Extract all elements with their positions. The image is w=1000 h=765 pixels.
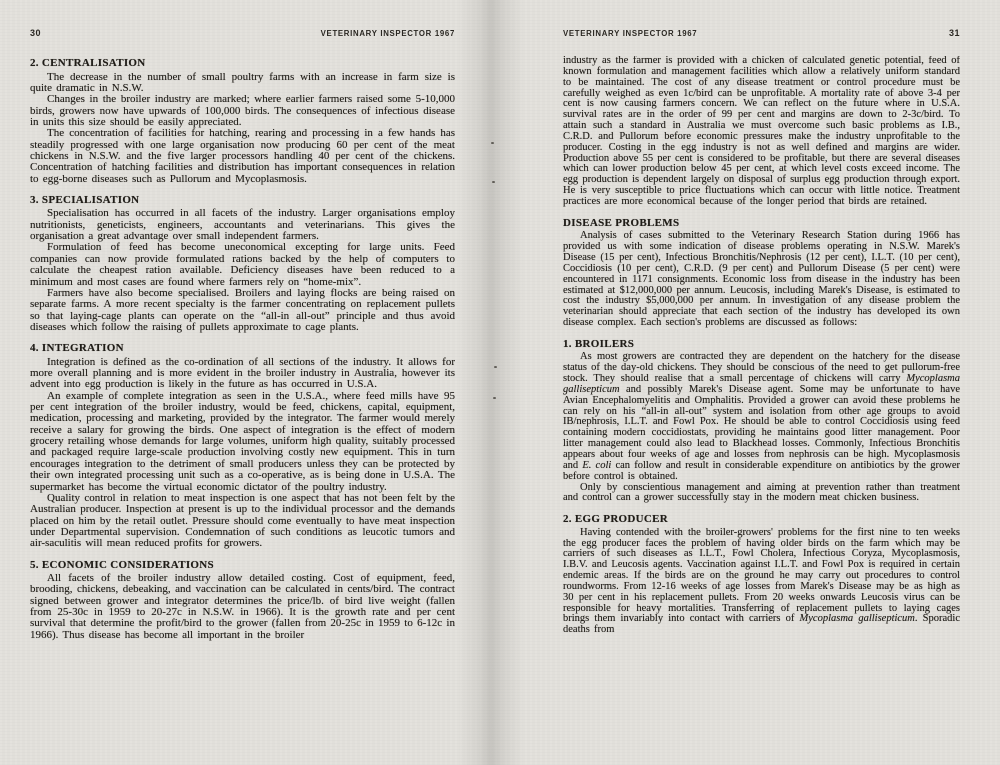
scan-speck	[494, 366, 497, 368]
running-title-left: VETERINARY INSPECTOR 1967	[320, 29, 455, 38]
page-number-left: 30	[30, 28, 42, 38]
page-31	[563, 28, 960, 756]
section-heading: 3. SPECIALISATION	[30, 193, 140, 206]
body-paragraph: The concentration of facilities for hatching, rearing and processing in a few hands has steadily progressed with one large organisation now producing 60 per cent of the meat chickens in N.S.W. and the five larger processors handling 40 per cent of the chickens. Concentration of hatching facilities and distribution has important consequences in relation to egg-borne diseases such as Pullorum and Mycoplasmosis.	[30, 127, 455, 185]
page-30-body	[30, 46, 455, 751]
body-paragraph: The decrease in the number of small poultry farms with an increase in farm size is quite dramatic in N.S.W.	[30, 70, 455, 94]
section-heading: 5. ECONOMIC CONSIDERATIONS	[30, 558, 214, 571]
page-30-header	[30, 28, 455, 38]
section-heading: 2. EGG PRODUCER	[563, 513, 669, 526]
body-paragraph: Analysis of cases submitted to the Veterinary Research Station during 1966 has provided us with some indication of disease problems operating in N.S.W. Marek's Disease (15 per cent), Infectious Bronchitis/Nephrosis (12 per cent), I.L.T. (10 per cent), Coccidiosis (10 per cent), C.R.D. (9 per cent) and Pullorum Disease (5 per cent) were encountered in 1171 consignments. Economic loss from disease in the industry has been estimated at $12,000,000 per annum. Leucosis, including Marek's Disease, is estimated to cost the industry $5,000,000 per annum. In investigation of any disease problem the veterinarian should appreciate that each section of the industry has developed its own disease complex. Each section's problems are discussed as follows:	[563, 230, 960, 329]
body-paragraph: Integration is defined as the co-ordination of all sections of the industry. It allows for more overall planning and is more evident in the broiler industry in Australia, however its advent into egg production is likely in the future as has occurred in U.S.A.	[30, 355, 455, 391]
body-paragraph: All facets of the broiler industry allow detailed costing. Cost of equipment, feed, brooding, chickens, debeaking, and vaccination can be calculated in cents/bird. The contract signed between grower and integrator determines the price/lb. of bird live weight (fallen from 25-30c in 1959 to 20-27c in N.S.W. in 1966). It is the growth rate and per cent survival that determine the profit/bird to the grower (fallen from 20-25c in 1959 to 6-12c in 1966). Thus disease has become all important in the broiler	[30, 572, 455, 641]
page-31-body	[563, 56, 960, 756]
section-heading: 1. BROILERS	[563, 337, 635, 350]
scan-speck	[492, 181, 495, 183]
body-paragraph: industry as the farmer is provided with a chicken of calculated genetic potential, feed of known formulation and management facilities which allow a relatively uniform standard to be maintained. The cost of any disease treatment or control procedure must be carefully weighed as even 1c/bird can be unprofitable. A mortality rate of above 3-4 per cent is now causing farmers concern. We can reflect on the future where in U.S.A. survival rates are in the order of 99 per cent and margins are down to 2-3c/bird. To attain such a standard in Australia we must overcome such basic problems as I.B., C.R.D. and Pullorum before economic pressures make the industry unprofitable to the producer. Costing in the egg industry is not as well defined and margins are wider. Production above 55 per cent is considered to be profitable, but there are several diseases which can lower production below 45 per cent, at which level costs exceed income. The egg production is dependent largely on disposal of surplus egg production through export. He is very susceptible to price fluctuations which can occur with little notice. Treatment practices are more economical because of the longer period that birds are retained.	[563, 56, 960, 207]
page-30	[30, 28, 455, 751]
body-paragraph: An example of complete integration as seen in the U.S.A., where feed mills have 95 per cent integration of the broiler industry, would be feed, chickens, capital, equipment, medication, processing and marketing, provided by the integrator. The farmer would merely receive a salary for growing the birds. One aspect of integration is the effect of modern grocery retailing whose demands for large volumes, uniform high quality, suitably processed and packaged require large-scale production involving costly new equipment. This in turn encourages integration to the detriment of small producers unless they can be protected by their own integrated processing unit such as a co-operative, as is being done in U.S.A. The supermarket has become the virtual economic dictator of the poultry industry.	[30, 389, 455, 493]
spine-gutter-shadow	[458, 0, 524, 765]
body-paragraph: Changes in the broiler industry are marked; where earlier farmers raised some 5-10,000 birds, growers now have upwards of 100,000 birds. The consequences of infectious disease in units this size should be easily appreciated.	[30, 93, 455, 128]
section-heading: DISEASE PROBLEMS	[563, 216, 680, 229]
scan-speck	[491, 142, 494, 144]
scan-speck	[493, 397, 496, 399]
body-paragraph: Having contended with the broiler-growers' problems for the first nine to ten weeks the egg producer faces the problem of having older birds on the farm which may be carriers of such diseases as I.L.T., Fowl Cholera, Infectious Coryza, Mycoplasmosis, I.B.V. and Leucosis agents. Vaccination against I.L.T. and Fowl Pox is required in certain endemic areas. If the birds are on the ground he may carry out procedures to control roundworms. From 12-16 weeks of age losses from Marek's Disease may be as high as 30 per cent in his replacement pullets. From 20 weeks onwards Leucosis virus can be responsible for heavy mortalities. Transferring of replacement pullets to laying cages brings them invariably into contact with carriers of Mycoplasma gallisepticum. Sporadic deaths from	[563, 526, 960, 636]
body-paragraph: Farmers have also become specialised. Broilers and laying flocks are being raised on separate farms. A more recent specialty is the farmer concentrating on replacement pullets so that laying-cage plants can operate on the “all-in all-out” principle and thus avoid diseases which follow the raising of pullets approximate to cage plants.	[30, 286, 455, 333]
running-title-right: VETERINARY INSPECTOR 1967	[563, 29, 698, 38]
body-paragraph: Only by conscientious management and aiming at prevention rather than treatment and control can a grower successfully stay in the modern meat chicken business.	[563, 481, 960, 504]
page-31-header	[563, 28, 960, 38]
body-paragraph: As most growers are contracted they are dependent on the hatchery for the disease status of the day-old chickens. They should be conscious of the need to get pullorum-free stock. They should realise that a small percentage of chickens will carry Mycoplasma gallisepticum and possibly Marek's Disease agent. Some may be unfortunate to have Avian Encephalomyelitis and Omphalitis. Provided a grower can avoid these problems he can rely on his “all-in all-out” system and isolation from other age groups to avoid IB/nephrosis, I.L.T. and Fowl Pox. He should be able to control Coccidiosis using feed containing modern coccidiostats, providing he maintains good litter management. Poor litter management could also lead to Blackhead losses. Commonly, Infectious Bronchitis appears about four weeks of age and losses from nephrosis can be high. Mycoplasmosis and E. coli can follow and result in considerable expenditure on antibiotics by the grower before control is obtained.	[563, 351, 960, 482]
body-paragraph: Quality control in relation to meat inspection is one aspect that has not been felt by the Australian producer. Inspection at present is up to the individual processor and the demands placed on him by the retail outlet. Pressure should come eventually to have meat inspection under Departmental supervision. Condemnation of such conditions as leucotic tumors and air-saculitis will mean reduced profits for growers.	[30, 491, 455, 550]
page-number-right: 31	[948, 28, 960, 38]
body-paragraph: Formulation of feed has become uneconomical excepting for large units. Feed companies can now provide formulated rations backed by the help of computers to calculate the cheapest ration available. Deficiency diseases have been reduced to a minimum and most cases are found where farmers rely on “home-mix”.	[30, 241, 455, 288]
section-heading: 2. CENTRALISATION	[30, 57, 146, 69]
section-heading: 4. INTEGRATION	[30, 342, 124, 355]
body-paragraph: Specialisation has occurred in all facets of the industry. Larger organisations employ nutritionists, geneticists, engineers, accountants and veterinarians. This gives the organisation a great advantage over small independent farmers.	[30, 207, 455, 243]
